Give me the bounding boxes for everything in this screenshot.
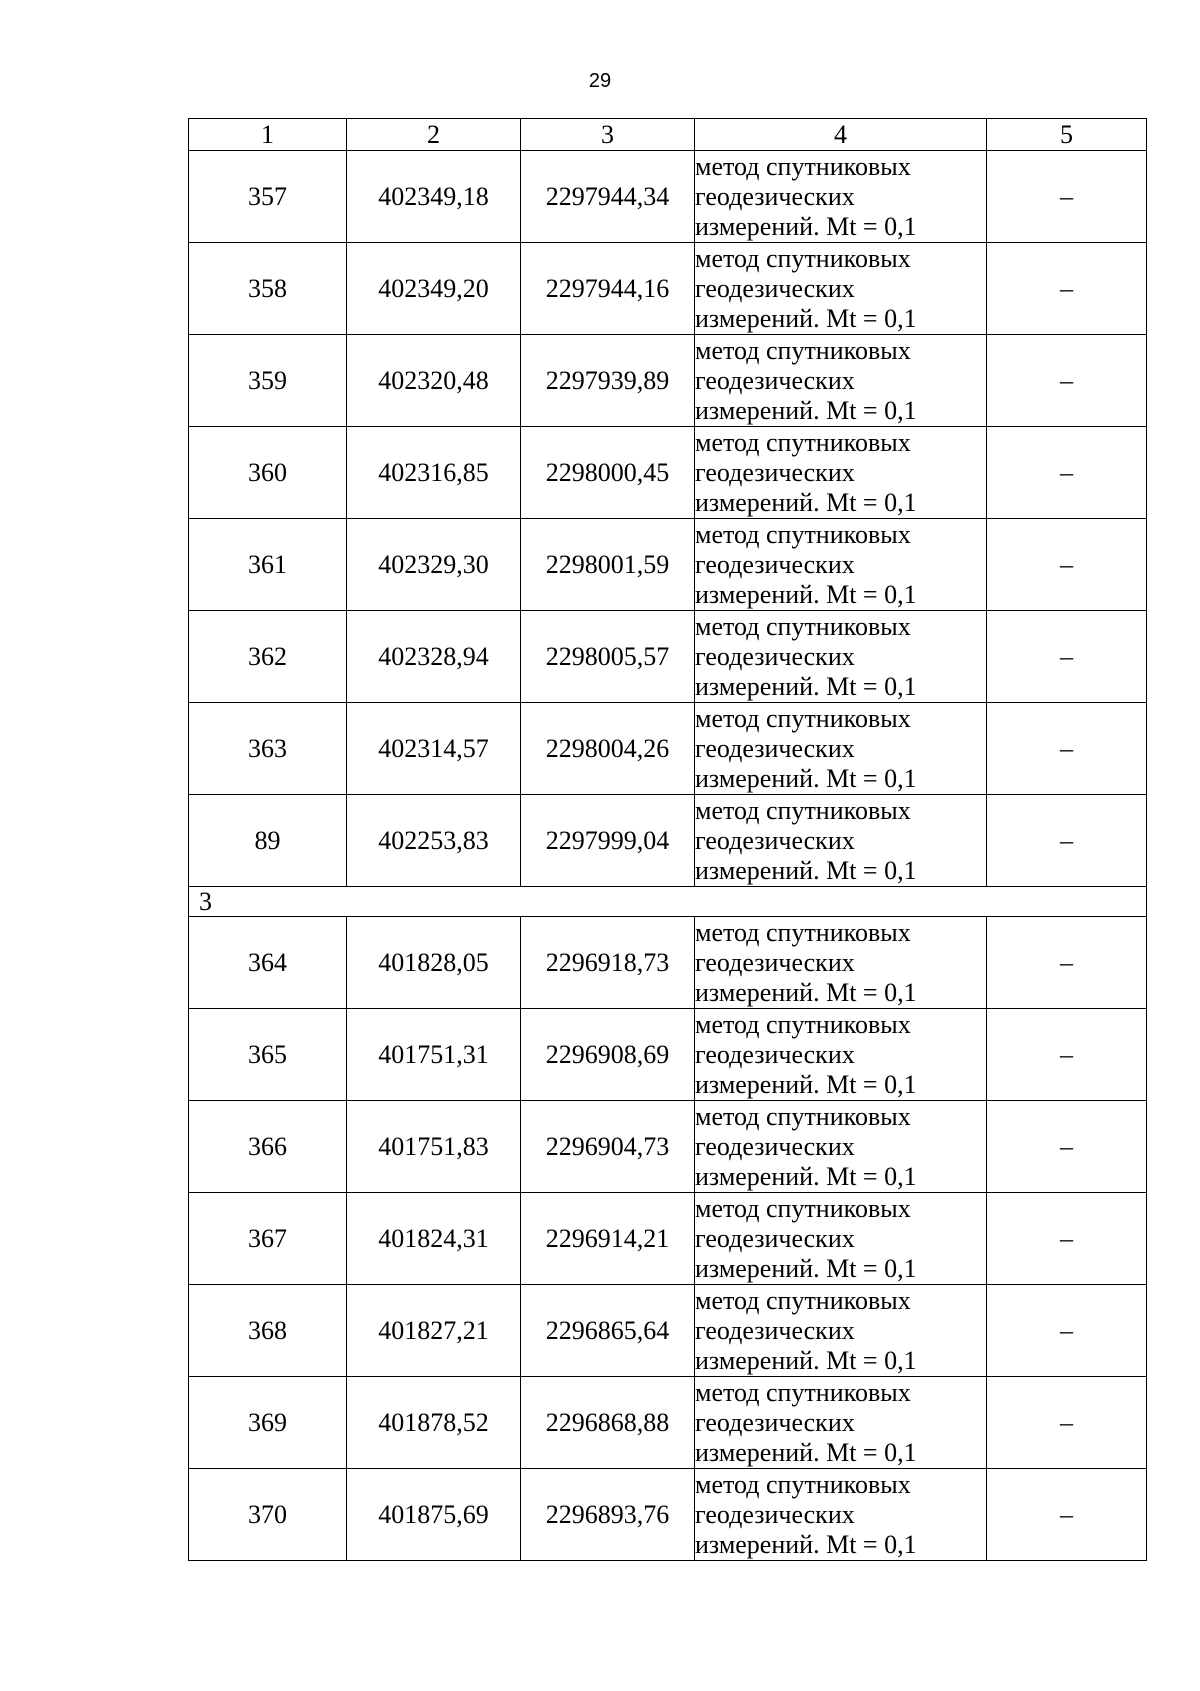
x-coordinate-cell: 401875,69 (347, 1469, 521, 1561)
method-text-line: метод спутниковых (695, 151, 911, 181)
table-row (189, 795, 1147, 887)
x-coordinate-cell: 402349,18 (347, 151, 521, 243)
column-header-4: 4 (695, 119, 987, 151)
x-coordinate-cell: 402253,83 (347, 795, 521, 887)
method-cell (695, 1377, 987, 1469)
table-row (189, 1193, 1147, 1285)
method-text-line: измерений. Mt = 0,1 (695, 855, 917, 885)
y-coordinate-cell: 2296893,76 (521, 1469, 695, 1561)
method-text-line: метод спутниковых (695, 1101, 911, 1131)
method-text-line: геодезических (695, 549, 855, 579)
point-number-cell: 361 (189, 519, 347, 611)
method-text-line: геодезических (695, 181, 855, 211)
table-row (189, 1009, 1147, 1101)
method-text-line: метод спутниковых (695, 1377, 911, 1407)
method-text-line: геодезических (695, 1407, 855, 1437)
method-text-line: метод спутниковых (695, 1469, 911, 1499)
x-coordinate-cell: 402320,48 (347, 335, 521, 427)
method-text-line: измерений. Mt = 0,1 (695, 211, 917, 241)
note-cell: – (987, 335, 1147, 427)
note-cell: – (987, 519, 1147, 611)
method-text-line: метод спутниковых (695, 1009, 911, 1039)
method-text-line: геодезических (695, 365, 855, 395)
method-text-line: геодезических (695, 1315, 855, 1345)
point-number-cell: 359 (189, 335, 347, 427)
note-cell: – (987, 611, 1147, 703)
y-coordinate-cell: 2297944,34 (521, 151, 695, 243)
y-coordinate-cell: 2297939,89 (521, 335, 695, 427)
point-number-cell: 367 (189, 1193, 347, 1285)
method-cell (695, 243, 987, 335)
method-text-line: геодезических (695, 1039, 855, 1069)
method-text-line: измерений. Mt = 0,1 (695, 763, 917, 793)
x-coordinate-cell: 402316,85 (347, 427, 521, 519)
x-coordinate-cell: 401751,31 (347, 1009, 521, 1101)
table-row (189, 243, 1147, 335)
method-cell (695, 1469, 987, 1561)
y-coordinate-cell: 2298004,26 (521, 703, 695, 795)
point-number-cell: 89 (189, 795, 347, 887)
note-cell: – (987, 1377, 1147, 1469)
x-coordinate-cell: 401751,83 (347, 1101, 521, 1193)
table-row (189, 917, 1147, 1009)
method-text-line: геодезических (695, 825, 855, 855)
method-text-line: метод спутниковых (695, 1193, 911, 1223)
method-text-line: измерений. Mt = 0,1 (695, 579, 917, 609)
method-text-line: геодезических (695, 947, 855, 977)
point-number-cell: 360 (189, 427, 347, 519)
table-body (189, 119, 1147, 1561)
method-cell (695, 519, 987, 611)
y-coordinate-cell: 2298000,45 (521, 427, 695, 519)
method-cell (695, 1285, 987, 1377)
point-number-cell: 358 (189, 243, 347, 335)
column-header-1: 1 (189, 119, 347, 151)
method-text-line: метод спутниковых (695, 703, 911, 733)
method-text-line: геодезических (695, 733, 855, 763)
table-row (189, 335, 1147, 427)
x-coordinate-cell: 402314,57 (347, 703, 521, 795)
note-cell: – (987, 1101, 1147, 1193)
method-text-line: измерений. Mt = 0,1 (695, 1161, 917, 1191)
y-coordinate-cell: 2297999,04 (521, 795, 695, 887)
point-number-cell: 369 (189, 1377, 347, 1469)
point-number-cell: 363 (189, 703, 347, 795)
y-coordinate-cell: 2298001,59 (521, 519, 695, 611)
method-text-line: измерений. Mt = 0,1 (695, 1069, 917, 1099)
point-number-cell: 368 (189, 1285, 347, 1377)
method-cell (695, 611, 987, 703)
x-coordinate-cell: 401878,52 (347, 1377, 521, 1469)
method-text-line: измерений. Mt = 0,1 (695, 671, 917, 701)
y-coordinate-cell: 2296865,64 (521, 1285, 695, 1377)
point-number-cell: 365 (189, 1009, 347, 1101)
point-number-cell: 357 (189, 151, 347, 243)
y-coordinate-cell: 2296914,21 (521, 1193, 695, 1285)
point-number-cell: 362 (189, 611, 347, 703)
note-cell: – (987, 1285, 1147, 1377)
method-text-line: метод спутниковых (695, 519, 911, 549)
method-text-line: измерений. Mt = 0,1 (695, 1345, 917, 1375)
table-row (189, 611, 1147, 703)
point-number-cell: 364 (189, 917, 347, 1009)
method-text-line: метод спутниковых (695, 243, 911, 273)
table-row (189, 519, 1147, 611)
note-cell: – (987, 795, 1147, 887)
table-row (189, 703, 1147, 795)
note-cell: – (987, 1009, 1147, 1101)
note-cell: – (987, 243, 1147, 335)
method-text-line: геодезических (695, 273, 855, 303)
method-text-line: измерений. Mt = 0,1 (695, 977, 917, 1007)
page-number: 29 (588, 70, 612, 92)
table-row (189, 427, 1147, 519)
x-coordinate-cell: 402328,94 (347, 611, 521, 703)
x-coordinate-cell: 401827,21 (347, 1285, 521, 1377)
x-coordinate-cell: 401824,31 (347, 1193, 521, 1285)
column-header-5: 5 (987, 119, 1147, 151)
table-row (189, 1101, 1147, 1193)
y-coordinate-cell: 2298005,57 (521, 611, 695, 703)
method-text-line: метод спутниковых (695, 611, 911, 641)
section-row (189, 887, 1147, 917)
y-coordinate-cell: 2296918,73 (521, 917, 695, 1009)
coordinates-table (188, 118, 1147, 1561)
point-number-cell: 366 (189, 1101, 347, 1193)
method-cell (695, 427, 987, 519)
table-row (189, 1285, 1147, 1377)
method-text-line: измерений. Mt = 0,1 (695, 487, 917, 517)
method-text-line: измерений. Mt = 0,1 (695, 1437, 917, 1467)
method-cell (695, 703, 987, 795)
method-text-line: метод спутниковых (695, 1285, 911, 1315)
method-cell (695, 1193, 987, 1285)
method-cell (695, 151, 987, 243)
note-cell: – (987, 151, 1147, 243)
y-coordinate-cell: 2296868,88 (521, 1377, 695, 1469)
method-cell (695, 795, 987, 887)
table-row (189, 1469, 1147, 1561)
column-header-2: 2 (347, 119, 521, 151)
x-coordinate-cell: 402349,20 (347, 243, 521, 335)
y-coordinate-cell: 2297944,16 (521, 243, 695, 335)
method-text-line: метод спутниковых (695, 427, 911, 457)
x-coordinate-cell: 402329,30 (347, 519, 521, 611)
x-coordinate-cell: 401828,05 (347, 917, 521, 1009)
method-text-line: геодезических (695, 457, 855, 487)
method-text-line: метод спутниковых (695, 795, 911, 825)
column-header-3: 3 (521, 119, 695, 151)
section-label: 3 (189, 887, 1147, 917)
method-text-line: метод спутниковых (695, 335, 911, 365)
method-text-line: измерений. Mt = 0,1 (695, 395, 917, 425)
method-text-line: измерений. Mt = 0,1 (695, 1529, 917, 1559)
method-cell (695, 335, 987, 427)
method-text-line: геодезических (695, 1131, 855, 1161)
note-cell: – (987, 917, 1147, 1009)
method-cell (695, 1009, 987, 1101)
method-text-line: метод спутниковых (695, 917, 911, 947)
method-text-line: геодезических (695, 1223, 855, 1253)
note-cell: – (987, 427, 1147, 519)
point-number-cell: 370 (189, 1469, 347, 1561)
note-cell: – (987, 1193, 1147, 1285)
method-text-line: геодезических (695, 641, 855, 671)
note-cell: – (987, 703, 1147, 795)
method-cell (695, 1101, 987, 1193)
y-coordinate-cell: 2296904,73 (521, 1101, 695, 1193)
note-cell: – (987, 1469, 1147, 1561)
method-text-line: измерений. Mt = 0,1 (695, 1253, 917, 1283)
method-text-line: измерений. Mt = 0,1 (695, 303, 917, 333)
method-cell (695, 917, 987, 1009)
table-row (189, 1377, 1147, 1469)
header-row (189, 119, 1147, 151)
table-row (189, 151, 1147, 243)
method-text-line: геодезических (695, 1499, 855, 1529)
y-coordinate-cell: 2296908,69 (521, 1009, 695, 1101)
